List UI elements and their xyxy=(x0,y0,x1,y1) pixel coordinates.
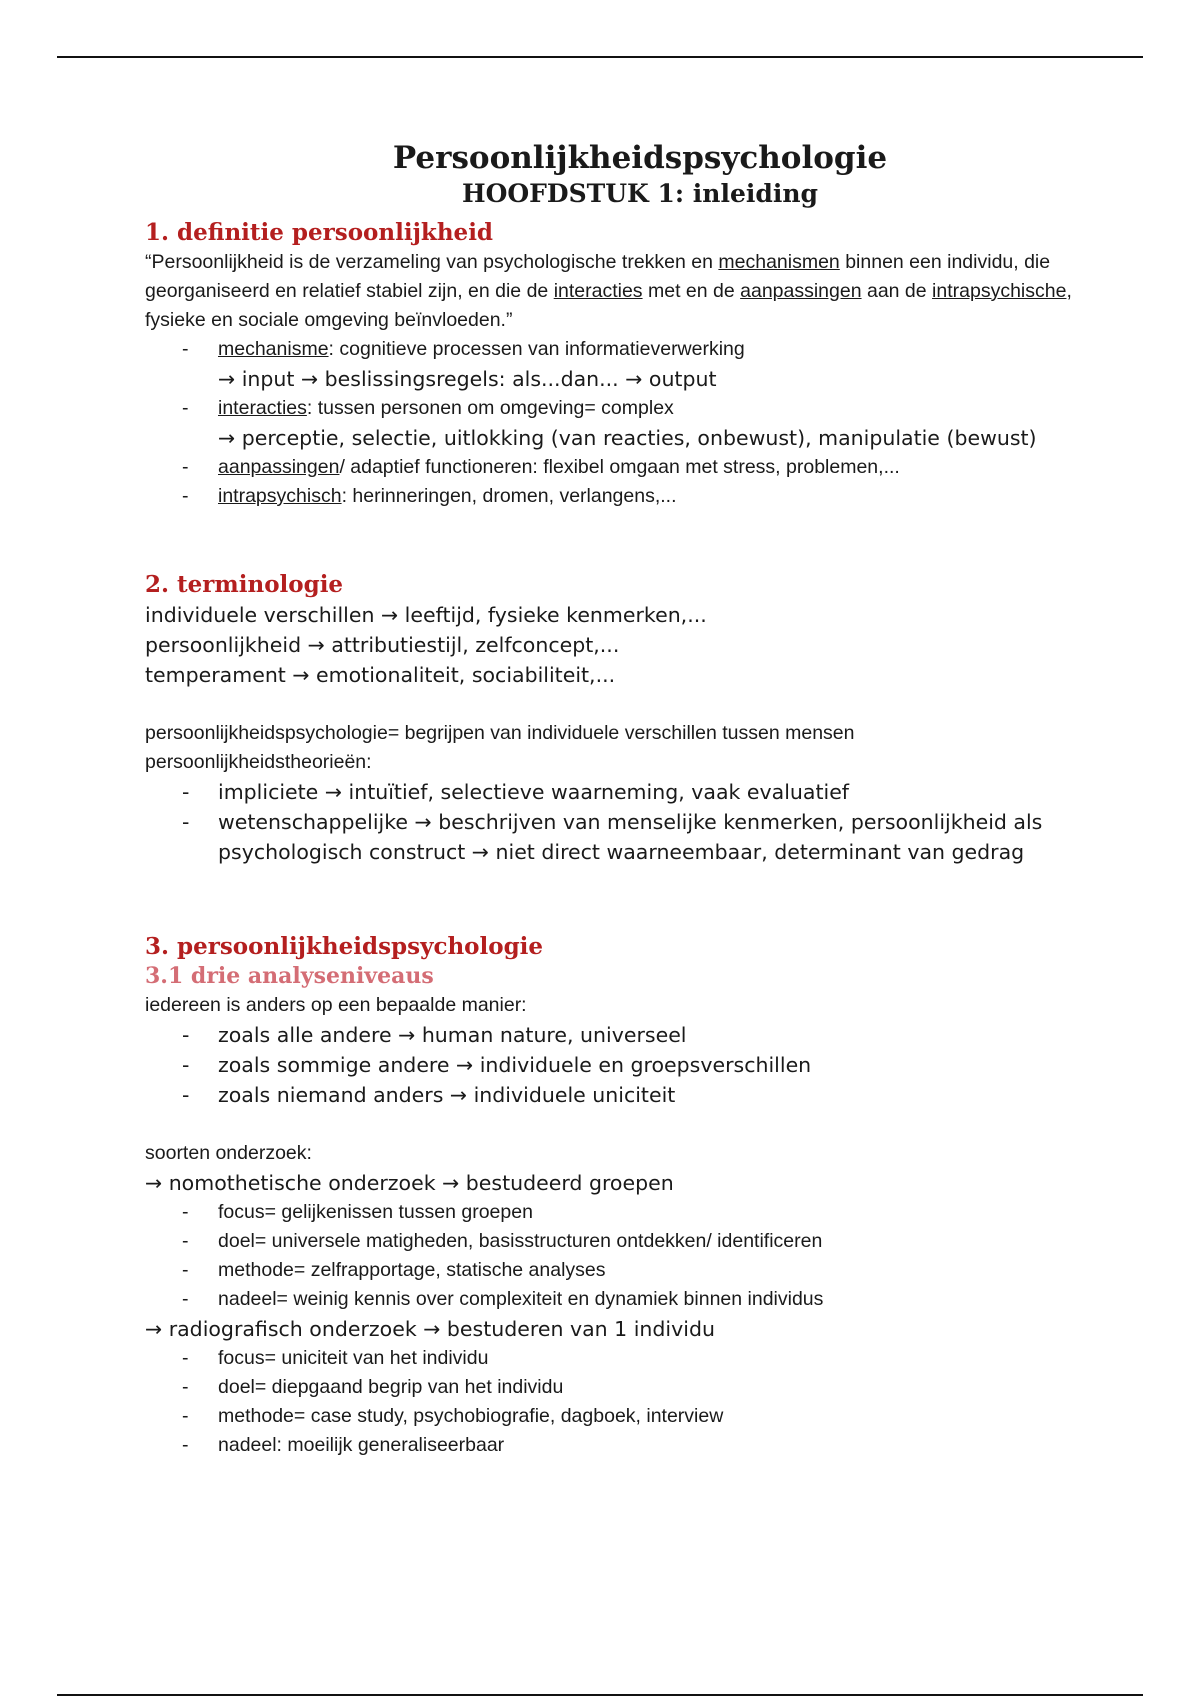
section-2-heading: 2. terminologie xyxy=(145,570,344,598)
list-item: - zoals alle andere → human nature, universeel xyxy=(145,1020,1135,1050)
list-item: - wetenschappelijke → beschrijven van menselijke kenmerken, persoonlijkheid als psychologisch construct → niet direct waarneembaar, determinant van gedrag xyxy=(145,807,1135,867)
list-item: - doel= universele matigheden, basisstructuren ontdekken/ identificeren xyxy=(145,1227,1135,1256)
term-description: : tussen personen om omgeving= complex xyxy=(306,396,674,419)
terminology-line: temperament → emotionaliteit, sociabiliteit,... xyxy=(145,662,616,687)
definition-quote xyxy=(145,248,1135,335)
term-detail: → input → beslissingsregels: als...dan... → output xyxy=(218,366,717,391)
list-item xyxy=(145,335,1135,394)
quote-text: aan de xyxy=(861,279,933,302)
theories-label: persoonlijkheidstheorieën: xyxy=(145,750,372,773)
list-item: - doel= diepgaand begrip van het individu xyxy=(145,1373,1135,1402)
section-3-heading: 3. persoonlijkheidspsychologie xyxy=(145,932,544,960)
list-item xyxy=(145,482,1135,511)
document-page xyxy=(145,138,1135,1460)
quote-underlined-term: interacties xyxy=(553,279,643,302)
list-item: - nadeel= weinig kennis over complexiteit en dynamiek binnen individus xyxy=(145,1285,1135,1314)
terminology-line: individuele verschillen → leeftijd, fysieke kenmerken,... xyxy=(145,602,707,627)
quote-text: binnen een individu, die georganiseerd en relatief stabiel zijn, en die de xyxy=(145,250,1051,302)
term: aanpassingen xyxy=(218,455,340,478)
bottom-rule xyxy=(57,1694,1143,1696)
top-rule xyxy=(57,56,1143,58)
list-item: - focus= uniciteit van het individu xyxy=(145,1344,1135,1373)
quote-text: “Persoonlijkheid is de verzameling van psychologische trekken en xyxy=(145,250,719,273)
analysis-levels-list xyxy=(145,1020,1135,1110)
nomothetic-title: → nomothetische onderzoek → bestudeerd groepen xyxy=(145,1170,674,1195)
term-detail: → perceptie, selectie, uitlokking (van reacties, onbewust), manipulatie (bewust) xyxy=(218,425,1037,450)
levels-intro: iedereen is anders op een bepaalde manier: xyxy=(145,993,527,1016)
nomothetic-list xyxy=(145,1198,1135,1314)
quote-underlined-term: aanpassingen xyxy=(740,279,862,302)
term-description: : cognitieve processen van informatieverwerking xyxy=(328,337,745,360)
theories-list xyxy=(145,777,1135,867)
definition-terms-list xyxy=(145,335,1135,511)
quote-text: , fysieke en sociale omgeving beïnvloeden.” xyxy=(145,279,1072,331)
list-item xyxy=(145,394,1135,453)
psychology-definition: persoonlijkheidspsychologie= begrijpen van individuele verschillen tussen mensen xyxy=(145,721,855,744)
list-item: - nadeel: moeilijk generaliseerbaar xyxy=(145,1431,1135,1460)
subsection-3-1-heading: 3.1 drie analyseniveaus xyxy=(145,962,434,989)
list-item: - focus= gelijkenissen tussen groepen xyxy=(145,1198,1135,1227)
document-title: Persoonlijkheidspsychologie xyxy=(392,140,888,176)
chapter-title: HOOFDSTUK 1: inleiding xyxy=(461,179,819,209)
term-description: / adaptief functioneren: flexibel omgaan met stress, problemen,... xyxy=(339,455,900,478)
terminology-line: persoonlijkheid → attributiestijl, zelfconcept,... xyxy=(145,632,620,657)
list-item: - impliciete → intuïtief, selectieve waarneming, vaak evaluatief xyxy=(145,777,1135,807)
term-description: : herinneringen, dromen, verlangens,... xyxy=(341,484,677,507)
term: intrapsychisch xyxy=(218,484,342,507)
list-item: - methode= case study, psychobiografie, dagboek, interview xyxy=(145,1402,1135,1431)
section-1-heading: 1. definitie persoonlijkheid xyxy=(145,218,494,246)
quote-text: met en de xyxy=(642,279,741,302)
research-types-label: soorten onderzoek: xyxy=(145,1141,312,1164)
list-item: - methode= zelfrapportage, statische analyses xyxy=(145,1256,1135,1285)
quote-underlined-term: mechanismen xyxy=(718,250,840,273)
idiographic-list xyxy=(145,1344,1135,1460)
list-item xyxy=(145,453,1135,482)
list-item: - zoals niemand anders → individuele uniciteit xyxy=(145,1080,1135,1110)
idiographic-title: → radiografisch onderzoek → bestuderen van 1 individu xyxy=(145,1316,715,1341)
list-item: - zoals sommige andere → individuele en groepsverschillen xyxy=(145,1050,1135,1080)
term: interacties xyxy=(218,396,307,419)
quote-underlined-term: intrapsychische xyxy=(932,279,1067,302)
term: mechanisme xyxy=(218,337,329,360)
